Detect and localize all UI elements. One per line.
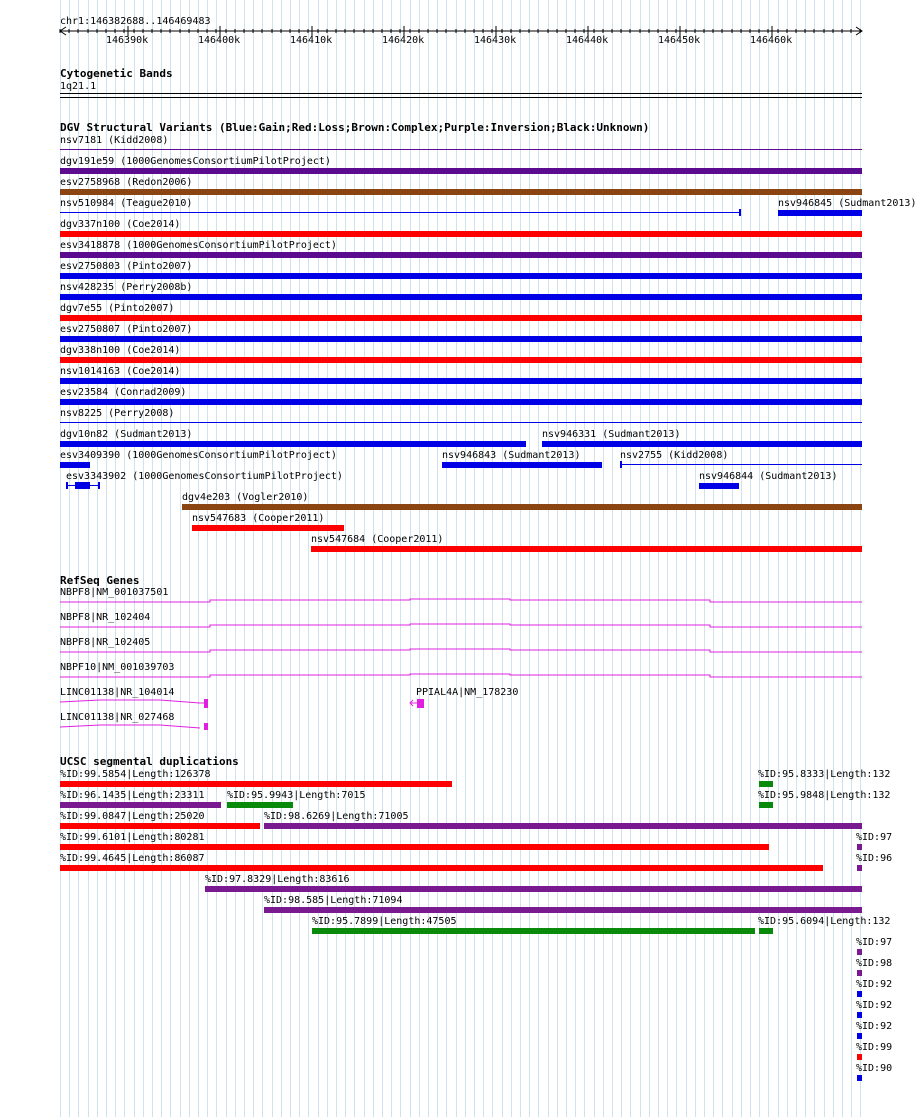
segdup-feature[interactable] — [60, 844, 769, 850]
variant-label[interactable]: esv2750803 (Pinto2007) — [60, 261, 193, 272]
variant-feature[interactable] — [60, 422, 862, 423]
variant-feature-end — [620, 461, 622, 468]
segdup-feature[interactable] — [759, 781, 773, 787]
variant-feature[interactable] — [542, 441, 862, 447]
gene-label[interactable]: PPIAL4A|NM_178230 — [416, 687, 519, 698]
variant-label[interactable]: nsv946331 (Sudmant2013) — [542, 429, 681, 440]
variant-feature[interactable] — [60, 399, 862, 405]
variant-feature[interactable] — [60, 441, 526, 447]
variant-label[interactable]: nsv510984 (Teague2010) — [60, 198, 193, 209]
variant-feature[interactable] — [60, 336, 862, 342]
ruler-position: chr1:146382688..146469483 — [60, 16, 211, 27]
variant-label[interactable]: esv23584 (Conrad2009) — [60, 387, 187, 398]
variant-label[interactable]: nsv946843 (Sudmant2013) — [442, 450, 581, 461]
variant-label[interactable]: nsv547683 (Cooper2011) — [192, 513, 325, 524]
variant-feature[interactable] — [60, 315, 862, 321]
variant-feature[interactable] — [621, 464, 862, 465]
gene-feature — [60, 624, 862, 627]
gene-feature — [60, 674, 862, 677]
ruler-tick-label: 146450k — [658, 35, 701, 46]
segdup-label[interactable]: %ID:90 — [856, 1063, 893, 1074]
variant-feature[interactable] — [60, 149, 862, 150]
variant-label[interactable]: dgv337n100 (Coe2014) — [60, 219, 181, 230]
segdup-feature[interactable] — [759, 802, 773, 808]
segdup-feature[interactable] — [60, 865, 823, 871]
segdup-feature[interactable] — [264, 823, 862, 829]
variant-feature-end — [739, 209, 741, 216]
gene-label[interactable]: NBPF8|NR_102404 — [60, 612, 151, 623]
variant-label[interactable]: esv3409390 (1000GenomesConsortiumPilotProject) — [60, 450, 337, 461]
variant-label[interactable]: nsv547684 (Cooper2011) — [311, 534, 444, 545]
segdup-label[interactable]: %ID:92 — [856, 979, 893, 990]
ruler-tick-label: 146440k — [566, 35, 609, 46]
segdup-label[interactable]: %ID:98.585|Length:71094 — [264, 895, 403, 906]
segdup-label[interactable]: %ID:99.4645|Length:86087 — [60, 853, 205, 864]
ruler-tick-label: 146420k — [382, 35, 425, 46]
segdup-feature[interactable] — [857, 844, 862, 850]
variant-label[interactable]: nsv1014163 (Coe2014) — [60, 366, 181, 377]
segdup-feature[interactable] — [857, 1033, 862, 1039]
segdup-label[interactable]: %ID:99 — [856, 1042, 893, 1053]
gene-label[interactable]: NBPF8|NM_001037501 — [60, 587, 169, 598]
variant-feature[interactable] — [60, 273, 862, 279]
variant-feature[interactable] — [60, 378, 862, 384]
variant-label[interactable]: dgv10n82 (Sudmant2013) — [60, 429, 193, 440]
variant-label[interactable]: nsv2755 (Kidd2008) — [620, 450, 729, 461]
variant-label[interactable]: esv3343902 (1000GenomesConsortiumPilotProject) — [66, 471, 343, 482]
variant-feature[interactable] — [778, 210, 862, 216]
cytoband-line — [60, 97, 862, 98]
gene-exon — [204, 699, 208, 708]
segdup-feature[interactable] — [857, 1054, 862, 1060]
segdup-feature[interactable] — [205, 886, 862, 892]
segdup-feature[interactable] — [857, 1075, 862, 1081]
variant-label[interactable]: dgv338n100 (Coe2014) — [60, 345, 181, 356]
segdup-label[interactable]: %ID:97 — [856, 937, 893, 948]
variant-feature[interactable] — [182, 504, 862, 510]
cytoband-label[interactable]: 1q21.1 — [60, 81, 97, 92]
segdup-feature[interactable] — [857, 970, 862, 976]
segdup-label[interactable]: %ID:97 — [856, 832, 893, 843]
segdup-feature[interactable] — [857, 1012, 862, 1018]
gene-label[interactable]: LINC01138|NR_027468 — [60, 712, 175, 723]
ruler-tick-label: 146390k — [106, 35, 149, 46]
ruler-tick-label: 146460k — [750, 35, 793, 46]
segdup-label[interactable]: %ID:99.0847|Length:25020 — [60, 811, 205, 822]
gene-exon — [417, 699, 424, 708]
segdup-label[interactable]: %ID:99.5854|Length:126378 — [60, 769, 211, 780]
segdup-label[interactable]: %ID:92 — [856, 1021, 893, 1032]
cytoband-line — [60, 93, 862, 94]
segdup-feature[interactable] — [264, 907, 862, 913]
segdup-feature[interactable] — [759, 928, 773, 934]
variant-label[interactable]: nsv946844 (Sudmant2013) — [699, 471, 838, 482]
segdup-label[interactable]: %ID:98 — [856, 958, 893, 969]
gene-label[interactable]: LINC01138|NR_104014 — [60, 687, 175, 698]
gene-feature — [60, 649, 862, 652]
track-title: RefSeq Genes — [60, 574, 140, 587]
variant-exon — [66, 482, 68, 489]
segdup-label[interactable]: %ID:95.9848|Length:132 — [758, 790, 891, 801]
gene-feature — [60, 725, 200, 728]
variant-feature[interactable] — [192, 525, 344, 531]
variant-feature[interactable] — [442, 462, 602, 468]
segdup-label[interactable]: %ID:95.8333|Length:132 — [758, 769, 891, 780]
variant-label[interactable]: nsv946845 (Sudmant2013) — [778, 198, 916, 209]
variant-feature[interactable] — [60, 189, 862, 195]
segdup-feature[interactable] — [227, 802, 293, 808]
ruler-tick-label: 146410k — [290, 35, 333, 46]
variant-feature[interactable] — [311, 546, 862, 552]
variant-label[interactable]: nsv428235 (Perry2008b) — [60, 282, 193, 293]
variant-feature[interactable] — [60, 294, 862, 300]
variant-exon — [98, 482, 100, 489]
segdup-label[interactable]: %ID:96.1435|Length:23311 — [60, 790, 205, 801]
track-title: UCSC segmental duplications — [60, 755, 239, 768]
segdup-label[interactable]: %ID:98.6269|Length:71005 — [264, 811, 409, 822]
segdup-feature[interactable] — [857, 991, 862, 997]
variant-label[interactable]: esv3418878 (1000GenomesConsortiumPilotProject) — [60, 240, 337, 251]
segdup-label[interactable]: %ID:92 — [856, 1000, 893, 1011]
segdup-feature[interactable] — [857, 949, 862, 955]
segdup-label[interactable]: %ID:96 — [856, 853, 893, 864]
variant-feature[interactable] — [60, 252, 862, 258]
track-title: Cytogenetic Bands — [60, 67, 173, 80]
ruler-tick-label: 146400k — [198, 35, 241, 46]
variant-feature[interactable] — [60, 231, 862, 237]
variant-feature[interactable] — [60, 462, 90, 468]
variant-label[interactable]: nsv7181 (Kidd2008) — [60, 135, 169, 146]
segdup-label[interactable]: %ID:95.7899|Length:47505 — [312, 916, 457, 927]
gene-feature — [60, 599, 862, 602]
variant-exon — [75, 482, 90, 489]
track-title: DGV Structural Variants (Blue:Gain;Red:Loss;Brown:Complex;Purple:Inversion;Black:Unknown) — [60, 121, 650, 134]
segdup-feature[interactable] — [60, 781, 452, 787]
variant-feature[interactable] — [699, 483, 739, 489]
segdup-feature[interactable] — [60, 823, 260, 829]
gene-feature — [60, 700, 200, 703]
segdup-feature[interactable] — [312, 928, 755, 934]
variant-label[interactable]: esv2750807 (Pinto2007) — [60, 324, 193, 335]
segdup-feature[interactable] — [857, 865, 862, 871]
segdup-label[interactable]: %ID:95.9943|Length:7015 — [227, 790, 366, 801]
variant-feature[interactable] — [60, 212, 740, 213]
refseq-features — [0, 590, 890, 730]
variant-label[interactable]: esv2758968 (Redon2006) — [60, 177, 193, 188]
variant-feature[interactable] — [60, 357, 862, 363]
gene-exon — [204, 723, 208, 730]
variant-label[interactable]: dgv191e59 (1000GenomesConsortiumPilotProject) — [60, 156, 331, 167]
segdup-label[interactable]: %ID:95.6094|Length:132 — [758, 916, 891, 927]
segdup-feature[interactable] — [60, 802, 221, 808]
gene-label[interactable]: NBPF10|NM_001039703 — [60, 662, 175, 673]
ruler-tick-label: 146430k — [474, 35, 517, 46]
variant-feature[interactable] — [60, 168, 862, 174]
segdup-label[interactable]: %ID:99.6101|Length:80281 — [60, 832, 205, 843]
gene-label[interactable]: NBPF8|NR_102405 — [60, 637, 151, 648]
variant-label[interactable]: nsv8225 (Perry2008) — [60, 408, 175, 419]
variant-label[interactable]: dgv4e203 (Vogler2010) — [182, 492, 309, 503]
variant-label[interactable]: dgv7e55 (Pinto2007) — [60, 303, 175, 314]
segdup-label[interactable]: %ID:97.8329|Length:83616 — [205, 874, 350, 885]
